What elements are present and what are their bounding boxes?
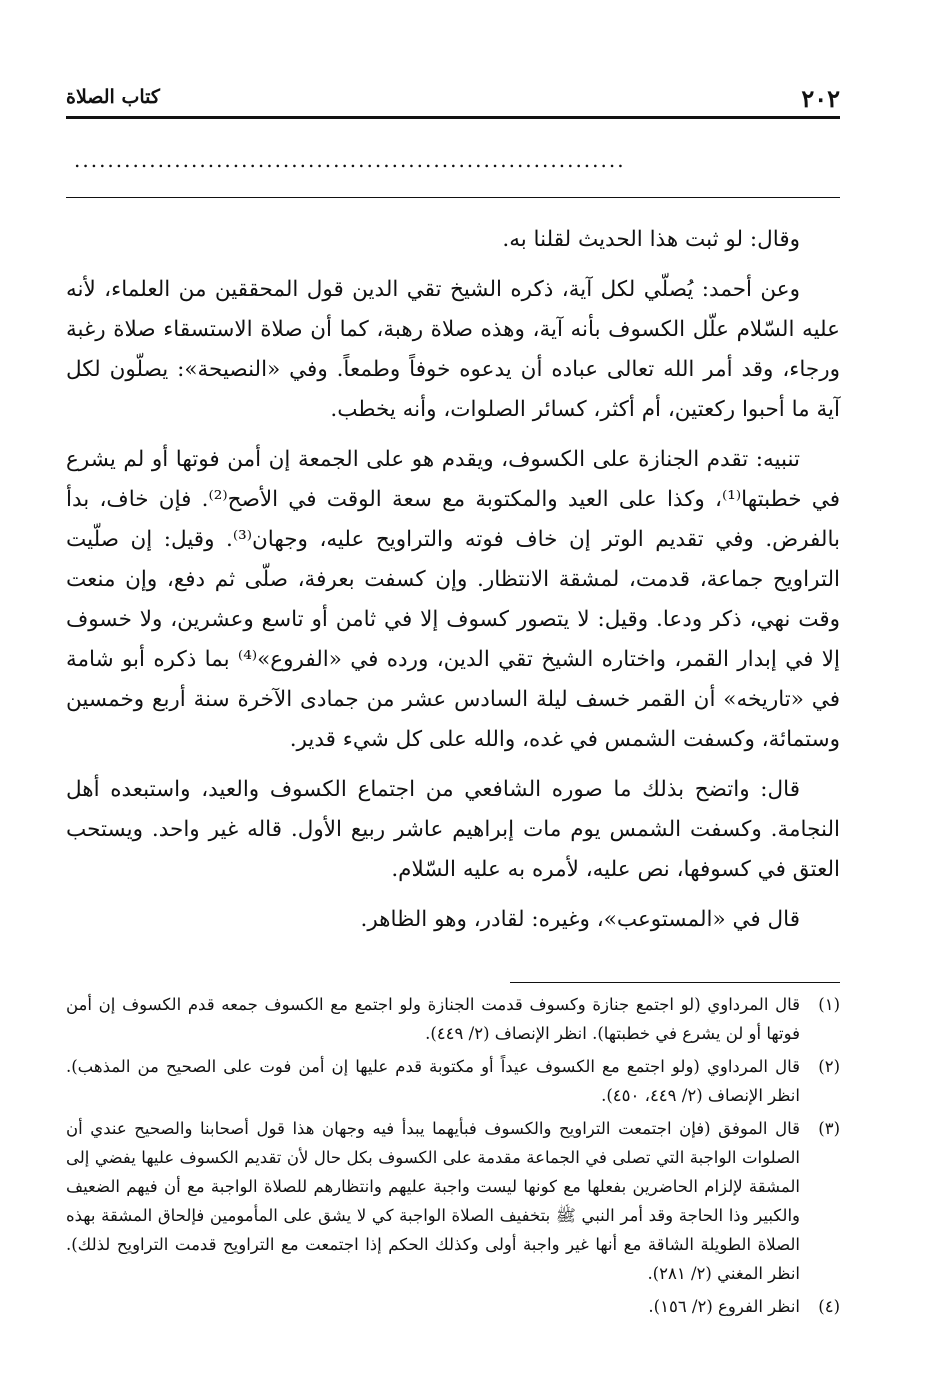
paragraph: قال في «المستوعب»، وغيره: لقادر، وهو الظاهر. (360, 907, 800, 932)
footnote (66, 1114, 840, 1288)
main-text (66, 220, 840, 950)
paragraph: تنبيه: تقدم الجنازة على الكسوف، ويقدم هو على الجمعة إن أمن فوتها أو لم يشرع في خطبتها⁽¹⁾، وكذا على العيد والمكتوبة مع سعة الوقت في الأصح⁽²⁾. فإن خاف، بدأ بالفرض. وفي تقديم الوتر إن خاف فوته والتراويح عليه، وجهان⁽³⁾. وقيل: إن صلّيت التراويح جماعة، قدمت، لمشقة الانتظار. وإن كسفت بعرفة، صلّى ثم دفع، وإن منعت وقت نهي، ذكر ودعا. وقيل: لا يتصور كسوف إلا في ثامن أو تاسع وعشرين، ولا خسوف إلا في إبدار القمر، واختاره الشيخ تقي الدين، ورده في «الفروع»⁽⁴⁾ بما ذكره أبو شامة في «تاريخه» أن القمر خسف ليلة السادس عشر من جمادى الآخرة سنة أربع وخمسين وستمائة، وكسفت الشمس في غده، والله على كل شيء قدير. (66, 447, 840, 752)
footnote-text: قال المرداوي (لو اجتمع جنازة وكسوف قدمت الجنازة ولو اجتمع مع الكسوف جمعه قدم الكسوف إن أمن فوتها أو لن يشرع في خطبتها). انظر الإنصاف (٢/ ٤٤٩). (66, 995, 800, 1043)
footnote-text: قال المرداوي (ولو اجتمع مع الكسوف عيداً أو مكتوبة قدم عليها إن أمن فوت على الصحيح من المذهب). انظر الإنصاف (٢/ ٤٤٩، ٤٥٠). (66, 1057, 800, 1105)
footnotes (66, 990, 840, 1325)
footnote-number: (١) (818, 995, 840, 1014)
footnote (66, 990, 840, 1048)
footnote-separator (510, 982, 840, 983)
footnote-number: (٢) (818, 1057, 840, 1076)
footnote (66, 1292, 840, 1321)
footnote-number: (٣) (818, 1119, 840, 1138)
paragraph: قال: واتضح بذلك ما صوره الشافعي من اجتماع الكسوف والعيد، واستبعده أهل النجامة. وكسفت الشمس يوم مات إبراهيم عاشر ربيع الأول. قاله غير واحد. ويستحب العتق في كسوفها، نص عليه، لأمره به عليه السّلام. (66, 777, 840, 882)
page-number: ٢٠٢ (793, 84, 840, 113)
footnote (66, 1052, 840, 1110)
paragraph: وعن أحمد: يُصلّي لكل آية، ذكره الشيخ تقي الدين قول المحققين من العلماء، لأنه عليه السّلام علّل الكسوف بأنه آية، وهذه صلاة رهبة، كما أن صلاة الاستسقاء صلاة رغبة ورجاء، وقد أمر الله تعالى عباده أن يدعوه خوفاً وطمعاً. وفي «النصيحة»: يصلّون لكل آية ما أحبوا ركعتين، أم أكثر، كسائر الصلوات، وأنه يخطب. (66, 277, 840, 422)
paragraph: وقال: لو ثبت هذا الحديث لقلنا به. (502, 227, 800, 252)
footnote-number: (٤) (818, 1297, 840, 1316)
dotted-separator: .................................................................. (74, 148, 626, 172)
footnote-text: قال الموفق (فإن اجتمعت التراويح والكسوف فبأيهما يبدأ فيه وجهان هذا قول أصحابنا والصحيح عندي أن الصلوات الواجبة التي تصلى في الجماعة مقدمة على الكسوف بكل حال لأن تقديم الكسوف عليها يفضي إلى المشقة لإلزام الحاضرين بفعلها مع كونها ليست واجبة عليهم وانتظارهم للصلاة الواجبة مع أن فيهم الضعيف والكبير وذا الحاجة وقد أمر النبي ﷺ بتخفيف الصلاة الواجبة كي لا يشق على المأمومين فإلحاق المشقة بهذه الصلاة الطويلة الشاقة مع أنها غير واجبة أولى وكذلك الحكم إذا اجتمعت مع التراويح قدمت التراويح لذلك). انظر المغني (٢/ ٢٨١). (66, 1119, 800, 1283)
page-header (66, 84, 840, 119)
top-rule (66, 197, 840, 198)
book-title: كتاب الصلاة (66, 86, 168, 108)
footnote-text: انظر الفروع (٢/ ١٥٦). (648, 1297, 800, 1316)
